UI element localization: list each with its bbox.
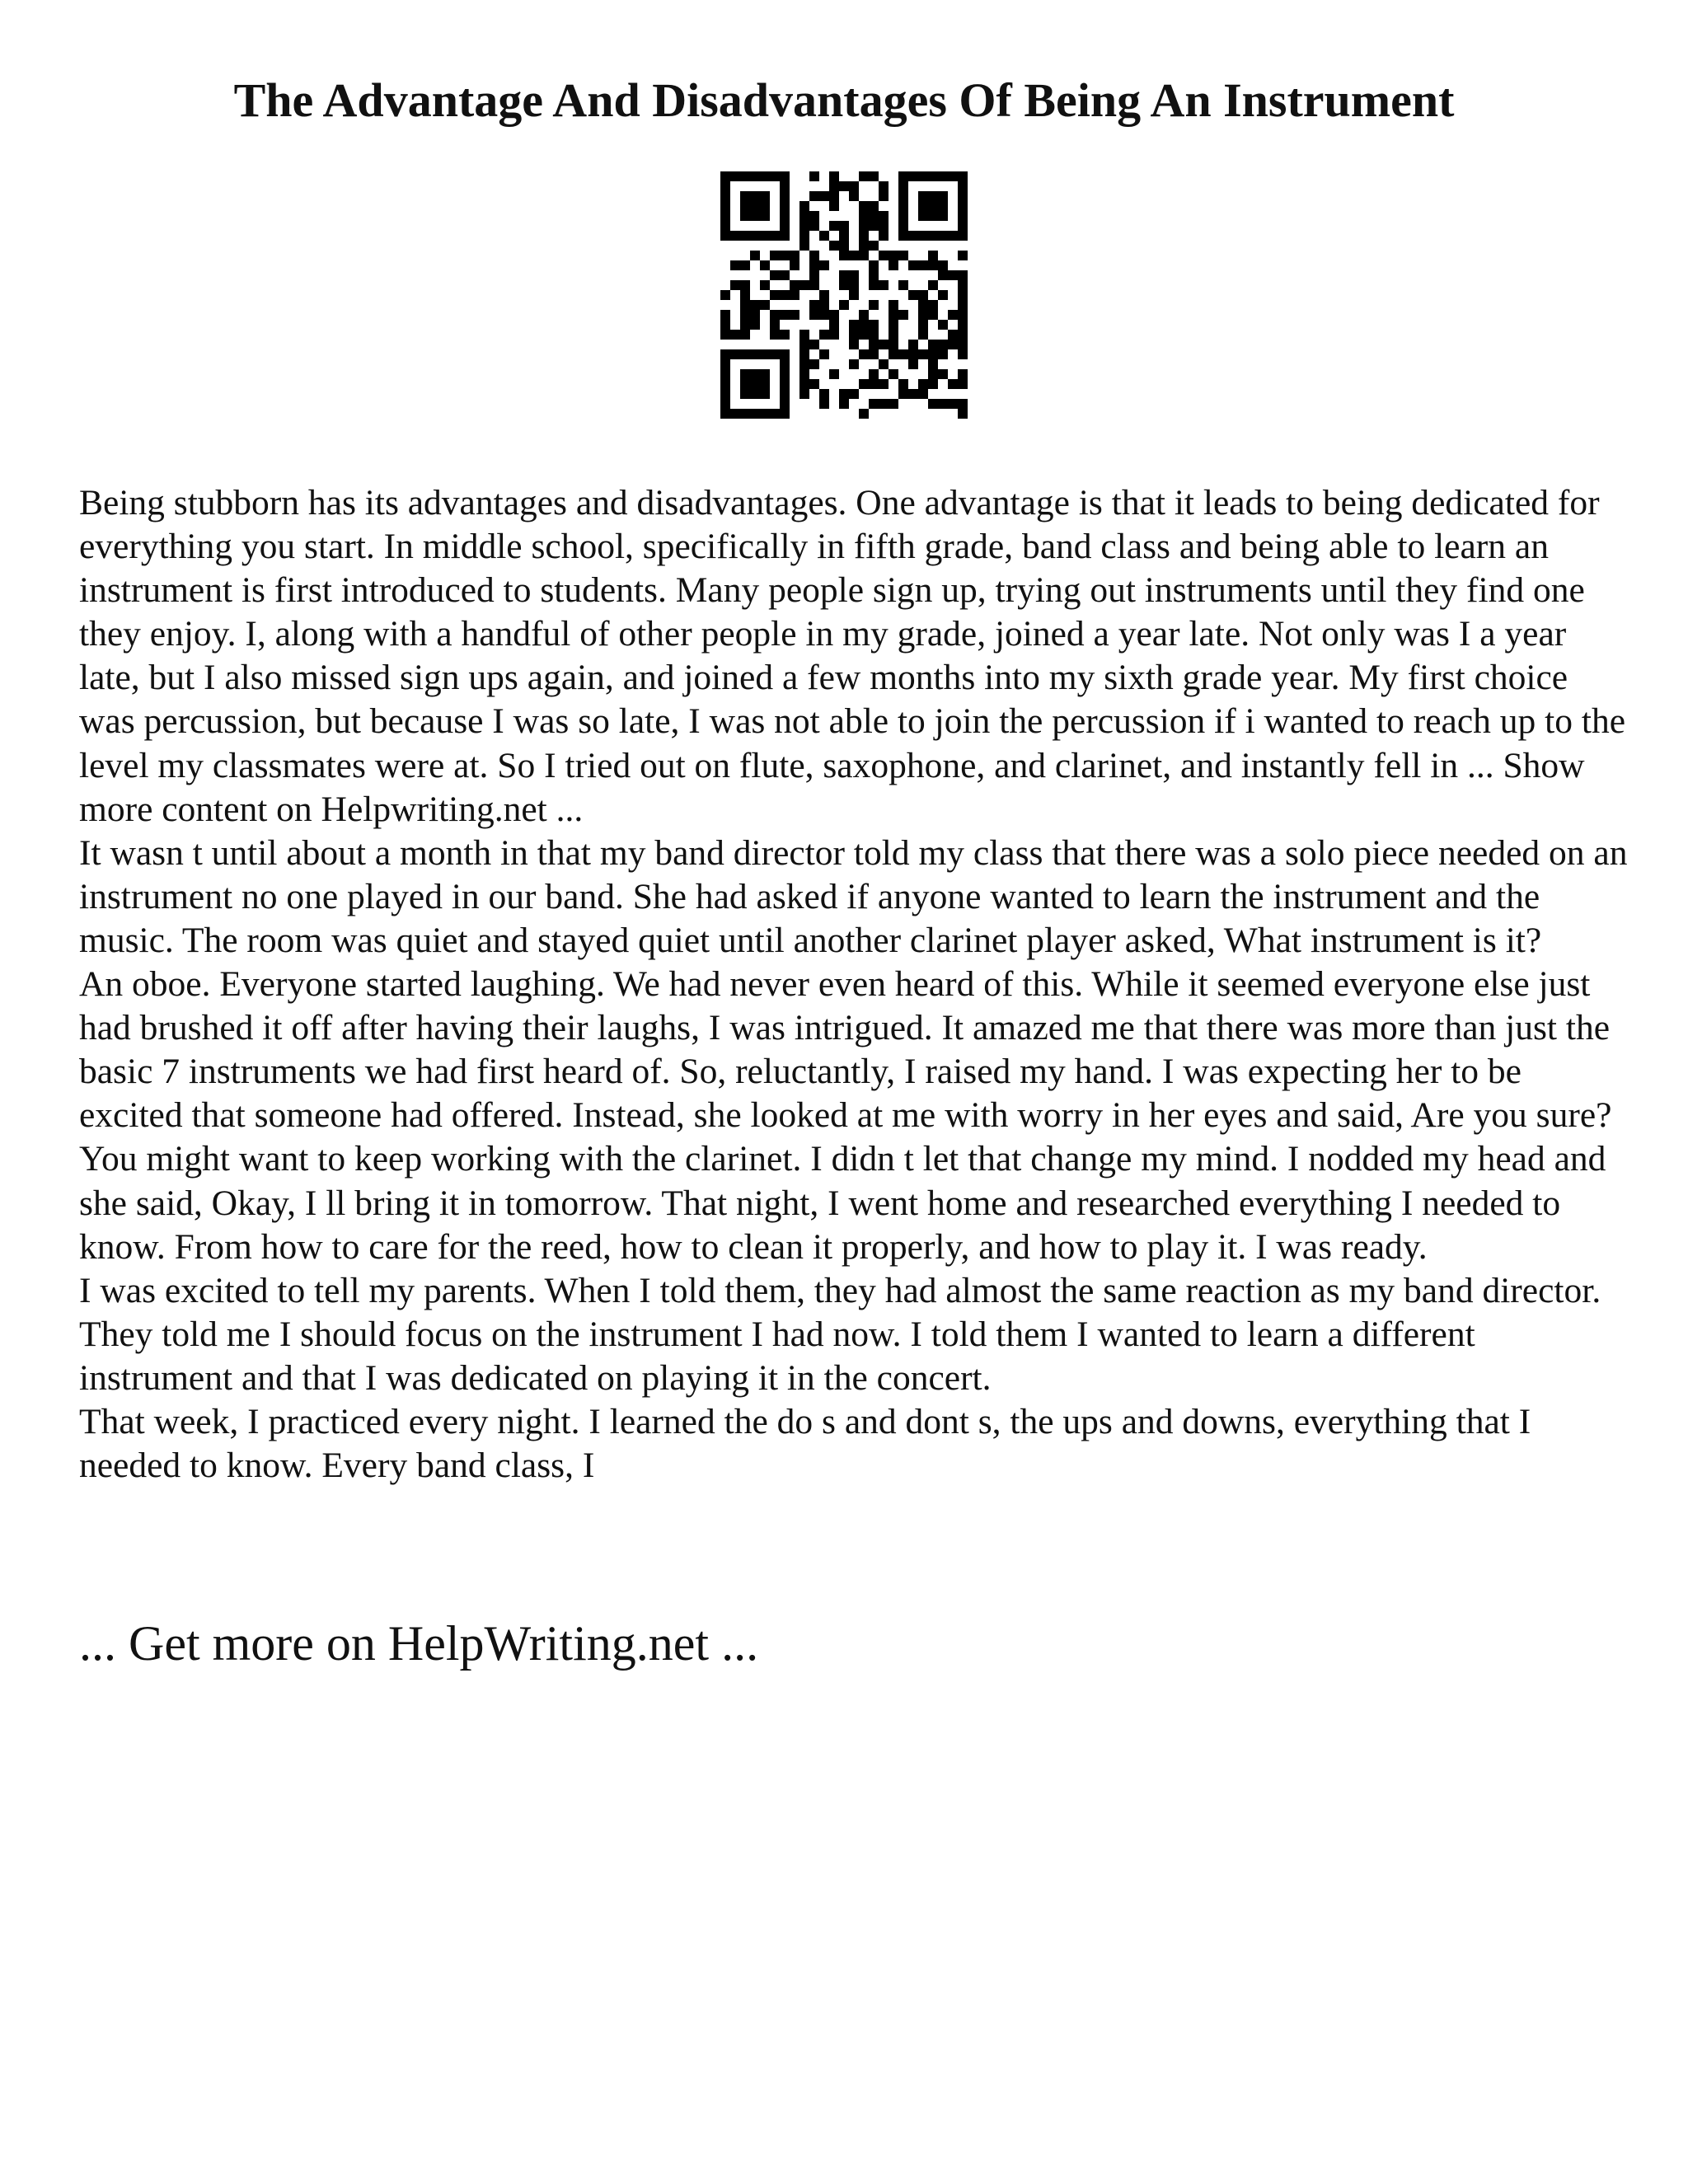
body-paragraph: I was excited to tell my parents. When I told them, they had almost the same reaction as my band director. They told me I should focus on the instrument I had now. I told them I wanted to learn a different instrument and that I was dedicated on playing it in the concert. xyxy=(79,1270,1601,1398)
get-more-link[interactable]: ... Get more on HelpWriting.net ... xyxy=(79,1616,759,1671)
qr-code-icon xyxy=(720,171,968,419)
document-title: The Advantage And Disadvantages Of Being An Instrument xyxy=(233,73,1455,127)
body-paragraph: That week, I practiced every night. I learned the do s and dont s, the ups and downs, everything that I needed to know. Every band class, I xyxy=(79,1401,1531,1486)
body-paragraph: An oboe. Everyone started laughing. We had never even heard of this. While it seemed everyone else just had brushed it off after having their laughs, I was intrigued. It amazed me that there was more than just the basic 7 instruments we had first heard of. So, reluctantly, I raised my hand. I was expecting her to be excited that someone had offered. Instead, she looked at me with worry in her eyes and said, Are you sure? You might want to keep working with the clarinet. I didn t let that change my mind. I nodded my head and she said, Okay, I ll bring it in tomorrow. That night, I went home and researched everything I needed to know. From how to care for the reed, how to clean it properly, and how to play it. I was ready. xyxy=(79,964,1612,1267)
document-body xyxy=(79,481,1629,1488)
body-paragraph: Being stubborn has its advantages and disadvantages. One advantage is that it leads to being dedicated for everything you start. In middle school, specifically in fifth grade, band class and being able to learn an instrument is first introduced to students. Many people sign up, trying out instruments until they find one they enjoy. I, along with a handful of other people in my grade, joined a year late. Not only was I a year late, but I also missed sign ups again, and joined a few months into my sixth grade year. My first choice was percussion, but because I was so late, I was not able to join the percussion if i wanted to reach up to the level my classmates were at. So I tried out on flute, saxophone, and clarinet, and instantly fell in ... Show more content on Helpwriting.net ... xyxy=(79,483,1626,829)
body-paragraph: It wasn t until about a month in that my band director told my class that there was a solo piece needed on an instrument no one played in our band. She had asked if anyone wanted to learn the instrument and the music. The room was quiet and stayed quiet until another clarinet player asked, What instrument is it? xyxy=(79,832,1628,960)
